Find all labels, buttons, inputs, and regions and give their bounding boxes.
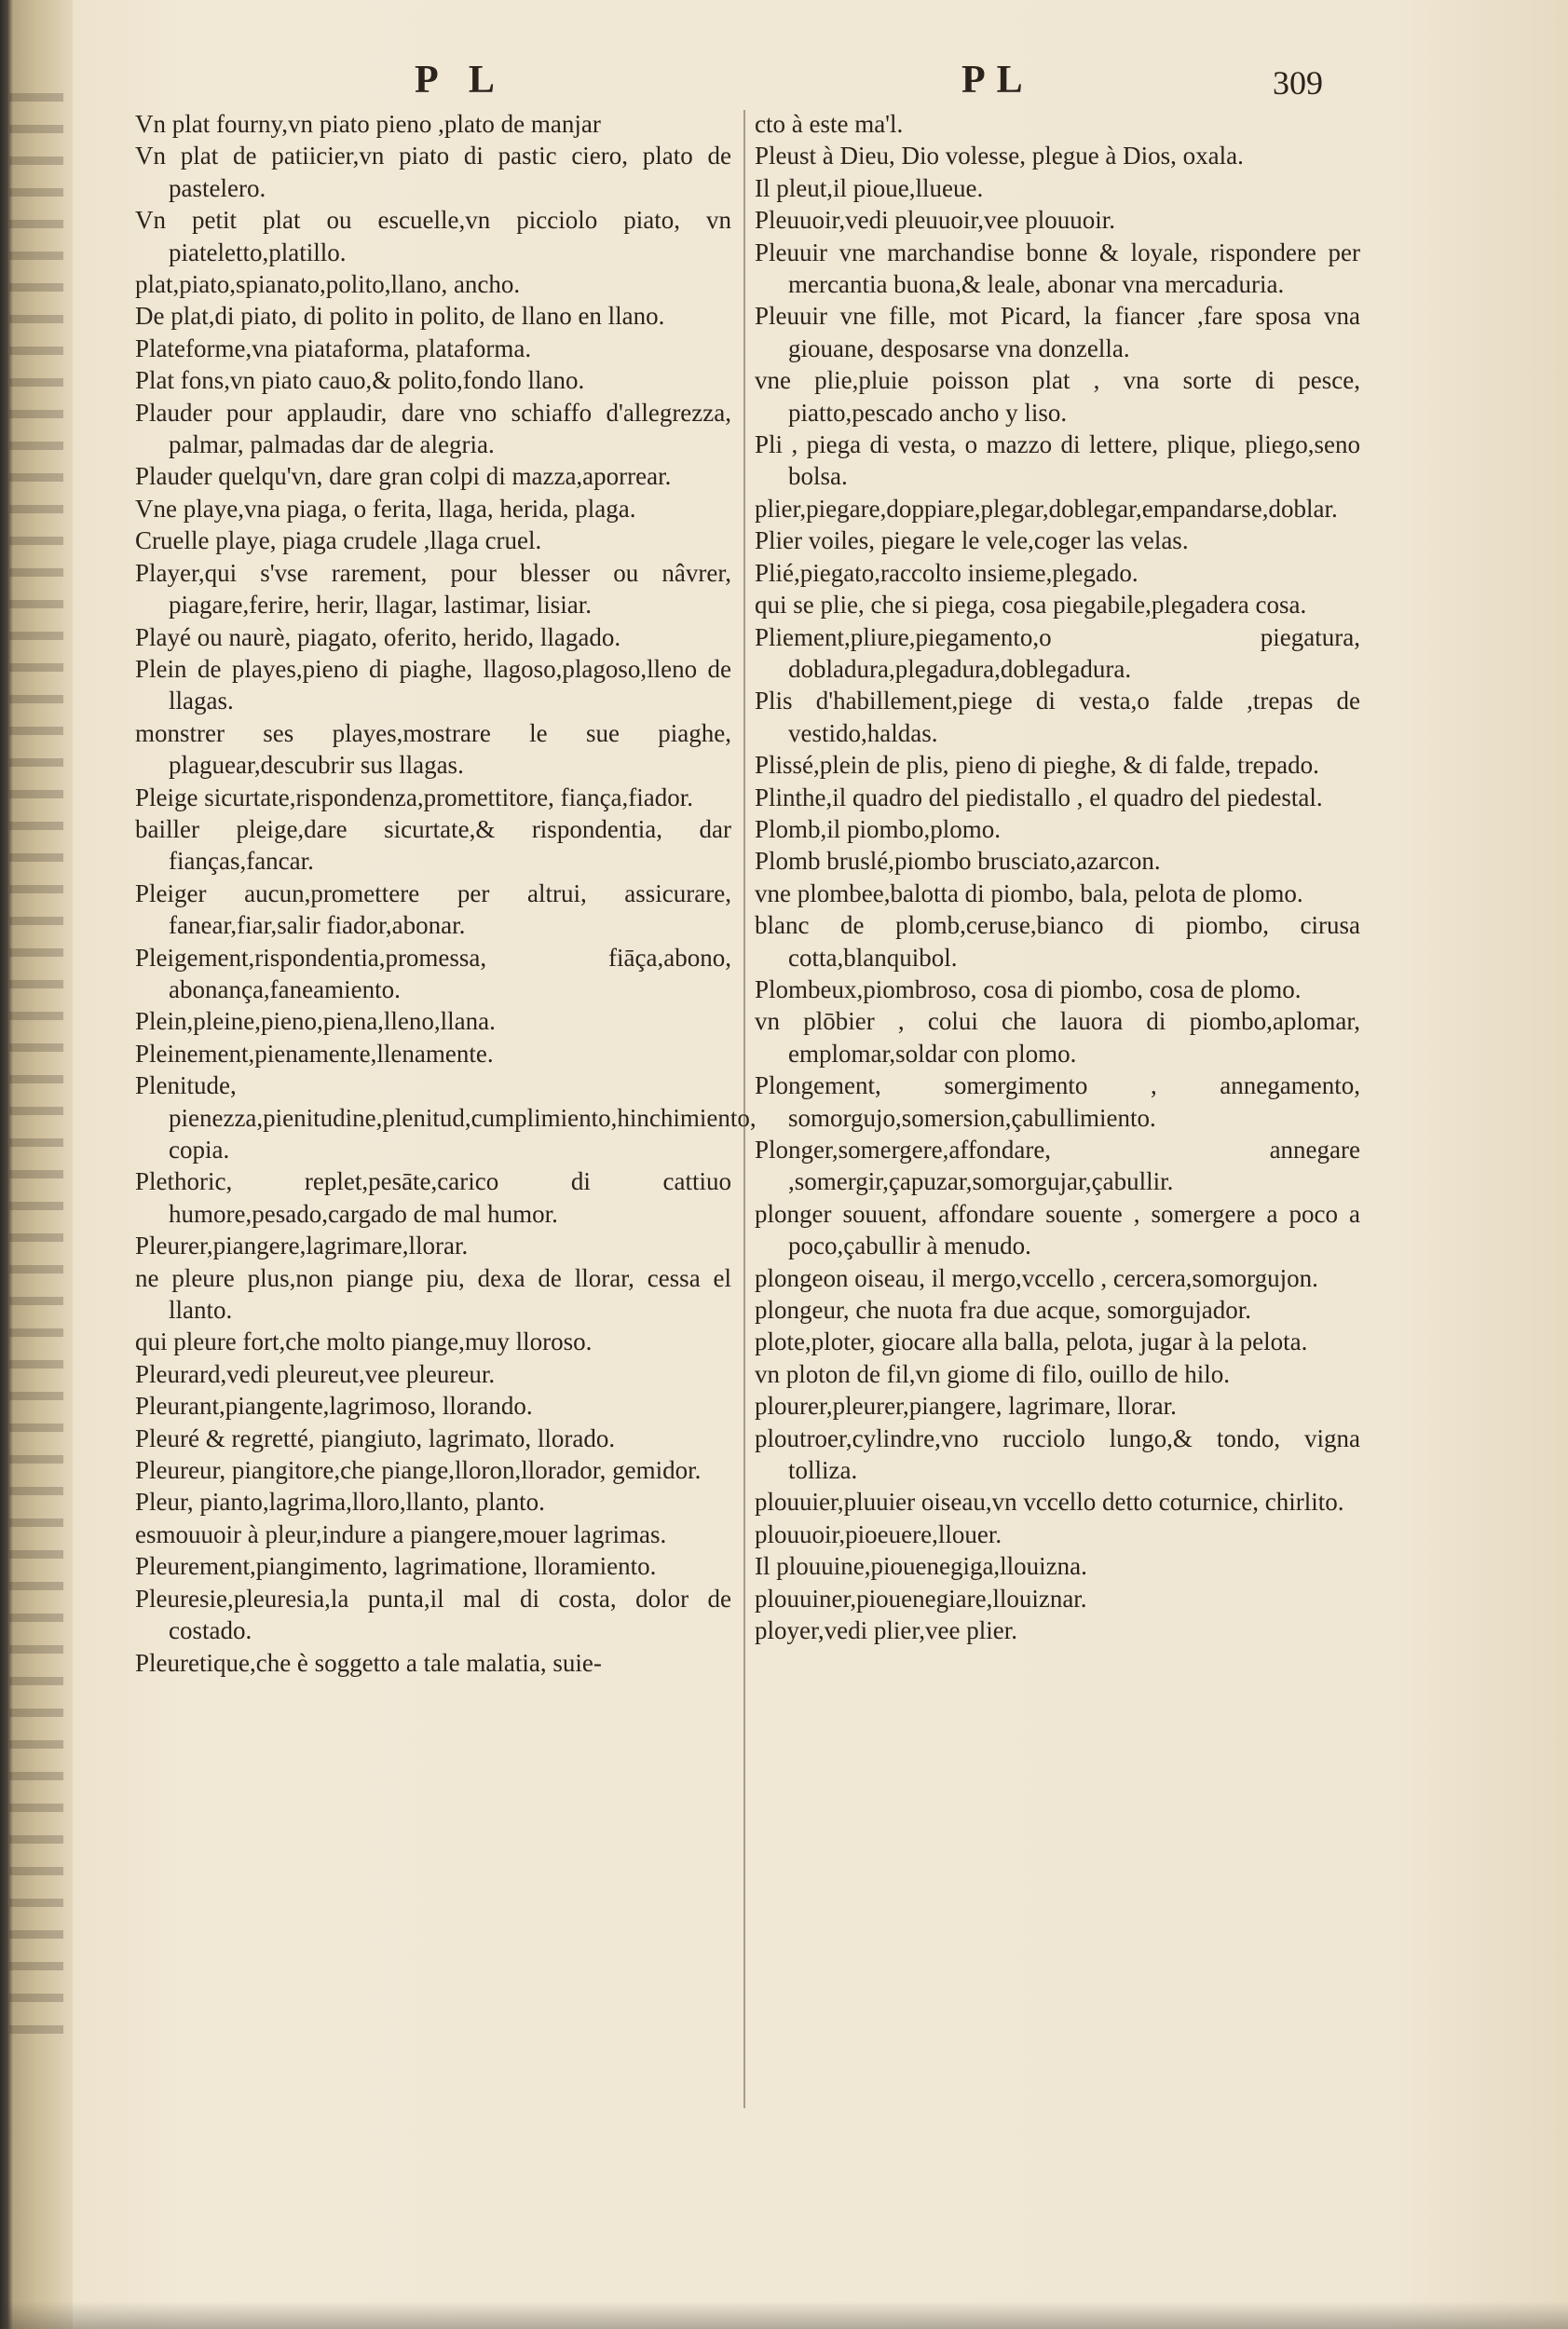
dictionary-entry: Pleigement,rispondentia,promessa, fiāça,abono, abonança,faneamiento.	[135, 943, 731, 1003]
dictionary-entry: Plonger,somergere,affondare, annegare ,somergir,çapuzar,somorgujar,çabullir.	[755, 1136, 1360, 1196]
dictionary-entry: Plateforme,vna piataforma, plataforma.	[135, 334, 532, 362]
dictionary-entry: esmouuoir à pleur,indure a piangere,mouer lagrimas.	[135, 1519, 667, 1548]
dictionary-entry: plouuiner,piouenegiare,llouiznar.	[755, 1584, 1087, 1613]
dictionary-entry: Plongement, somergimento , annegamento, somorgujo,somersion,çabullimiento.	[755, 1071, 1360, 1132]
dictionary-entry: plonger souuent, affondare souente , somergere a poco a poco,çabullir à menudo.	[755, 1199, 1360, 1260]
dictionary-entry: Plomb,il piombo,plomo.	[755, 814, 1002, 843]
dictionary-entry: vn plōbier , colui che lauora di piombo,aplomar, emplomar,soldar con plomo.	[755, 1007, 1360, 1068]
dictionary-entry: Plein de playes,pieno di piaghe, llagoso,plagoso,lleno de llagas.	[135, 654, 731, 715]
dictionary-entry: plat,piato,spianato,polito,llano, ancho.	[135, 270, 521, 299]
dictionary-entry: De plat,di piato, di polito in polito, de llano en llano.	[135, 302, 665, 331]
dictionary-entry: ne pleure plus,non piange piu, dexa de llorar, cessa el llanto.	[135, 1263, 731, 1325]
dictionary-entry: Plié,piegato,raccolto insieme,plegado.	[755, 558, 1139, 587]
dictionary-entry: cto à este ma'l.	[755, 110, 904, 138]
dictionary-entry: Pleurant,piangente,lagrimoso, llorando.	[135, 1392, 533, 1421]
dictionary-entry: Pleurard,vedi pleureut,vee pleureur.	[135, 1359, 496, 1388]
dictionary-entry: vne plombee,balotta di piombo, bala, pelota de plomo.	[755, 878, 1303, 907]
dictionary-entry: qui pleure fort,che molto piange,muy lloroso.	[135, 1328, 593, 1356]
dictionary-entry: plier,piegare,doppiare,plegar,doblegar,empandarse,doblar.	[755, 494, 1338, 523]
dictionary-entry: Plenitude, pienezza,pienitudine,plenitud,cumplimiento,hinchimiento, copia.	[135, 1071, 757, 1164]
dictionary-entry: Plein,pleine,pieno,piena,lleno,llana.	[135, 1007, 496, 1036]
dictionary-entry: plourer,pleurer,piangere, lagrimare, llorar.	[755, 1392, 1177, 1421]
dictionary-entry: Pleurement,piangimento, lagrimatione, lloramiento.	[135, 1552, 657, 1581]
facing-page-bleed	[9, 93, 63, 2050]
dictionary-entry: Plinthe,il quadro del piedistallo , el quadro del piedestal.	[755, 783, 1323, 811]
left-running-head: P L	[415, 59, 506, 102]
dictionary-entry: Pleiger aucun,promettere per altrui, assicurare, fanear,fiar,salir fiador,abonar.	[135, 878, 731, 940]
dictionary-entry: Plauder pour applaudir, dare vno schiaffo d'allegrezza, palmar, palmadas dar de alegria.	[135, 398, 731, 459]
dictionary-entry: Pliement,pliure,piegamento,o piegatura, dobladura,plegadura,doblegadura.	[755, 622, 1360, 683]
dictionary-entry: Plombeux,piombroso, cosa di piombo, cosa de plomo.	[755, 974, 1302, 1003]
dictionary-entry: plongeur, che nuota fra due acque, somorgujador.	[755, 1296, 1251, 1325]
dictionary-entry: Pleuuoir,vedi pleuuoir,vee plouuoir.	[755, 206, 1116, 235]
right-running-head: PL	[961, 59, 1034, 102]
dictionary-entry: Pleur, pianto,lagrima,lloro,llanto, planto.	[135, 1488, 545, 1517]
dictionary-entry: plouuoir,pioeuere,llouer.	[755, 1519, 1002, 1548]
dictionary-entry: Plis d'habillement,piege di vesta,o falde ,trepas de vestido,haldas.	[755, 687, 1360, 747]
dictionary-entry: vn ploton de fil,vn giome di filo, ouillo de hilo.	[755, 1359, 1230, 1388]
dictionary-entry: Pleuuir vne fille, mot Picard, la fiancer ,fare sposa vna giouane, desposarse vna donzella.	[755, 302, 1360, 362]
dictionary-entry: Plauder quelqu'vn, dare gran colpi di mazza,aporrear.	[135, 462, 672, 491]
dictionary-entry: Plomb bruslé,piombo brusciato,azarcon.	[755, 847, 1161, 876]
dictionary-entry: qui se plie, che si piega, cosa piegabile,plegadera cosa.	[755, 591, 1307, 620]
dictionary-entry: ployer,vedi plier,vee plier.	[755, 1616, 1017, 1645]
dictionary-entry: Vn plat fourny,vn piato pieno ,plato de manjar	[135, 110, 601, 138]
dictionary-entry: Pli , piega di vesta, o mazzo di lettere, plique, pliego,seno bolsa.	[755, 430, 1360, 491]
page-number: 309	[1273, 64, 1323, 102]
dictionary-entry: plote,ploter, giocare alla balla, pelota, jugar à la pelota.	[755, 1328, 1308, 1356]
dictionary-entry: Pleinement,pienamente,llenamente.	[135, 1039, 494, 1068]
dictionary-entry: Pleurer,piangere,lagrimare,llorar.	[135, 1232, 469, 1260]
dictionary-entry: Pleuresie,pleuresia,la punta,il mal di costa, dolor de costado.	[135, 1584, 731, 1645]
dictionary-entry: Player,qui s'vse rarement, pour blesser ou nâvrer, piagare,ferire, herir, llagar, lastimar, lisiar.	[135, 558, 731, 620]
dictionary-entry: Pleige sicurtate,rispondenza,promettitore, fiança,fiador.	[135, 783, 694, 811]
bottom-shadow	[0, 2301, 1568, 2329]
dictionary-entry: blanc de plomb,ceruse,bianco di piombo, cirusa cotta,blanquibol.	[755, 911, 1360, 972]
dictionary-entry: Plissé,plein de plis, pieno di pieghe, & di falde, trepado.	[755, 751, 1319, 780]
dictionary-entry: Pleust à Dieu, Dio volesse, plegue à Dios, oxala.	[755, 142, 1244, 170]
left-column	[135, 108, 757, 1679]
dictionary-entry: Playé ou naurè, piagato, oferito, herido, llagado.	[135, 622, 621, 651]
dictionary-entry: Il plouuine,piouenegiga,llouizna.	[755, 1552, 1087, 1581]
dictionary-entry: ploutroer,cylindre,vno rucciolo lungo,& tondo, vigna tolliza.	[755, 1423, 1360, 1485]
dictionary-entry: plongeon oiseau, il mergo,vccello , cercera,somorgujon.	[755, 1263, 1318, 1292]
running-header	[130, 58, 1500, 108]
dictionary-entry: Plier voiles, piegare le vele,coger las velas.	[755, 526, 1189, 555]
dictionary-entry: Pleureur, piangitore,che piange,lloron,llorador, gemidor.	[135, 1456, 702, 1485]
dictionary-entry: Cruelle playe, piaga crudele ,llaga cruel.	[135, 526, 542, 555]
dictionary-entry: Pleuré & regretté, piangiuto, lagrimato, llorado.	[135, 1423, 616, 1452]
dictionary-entry: Vn petit plat ou escuelle,vn picciolo piato, vn piateletto,platillo.	[135, 206, 731, 266]
right-column	[755, 108, 1360, 1647]
dictionary-entry: bailler pleige,dare sicurtate,& rispondentia, dar fianças,fancar.	[135, 814, 731, 876]
dictionary-entry: Plat fons,vn piato cauo,& polito,fondo llano.	[135, 366, 585, 395]
dictionary-entry: Vne playe,vna piaga, o ferita, llaga, herida, plaga.	[135, 494, 636, 523]
dictionary-entry: Il pleut,il pioue,llueue.	[755, 173, 984, 202]
dictionary-entry: Pleuretique,che è soggetto a tale malatia, suie-	[135, 1648, 602, 1677]
dictionary-entry: Plethoric, replet,pesāte,carico di cattiuo humore,pesado,cargado de mal humor.	[135, 1167, 731, 1228]
dictionary-entry: monstrer ses playes,mostrare le sue piaghe, plaguear,descubrir sus llagas.	[135, 718, 731, 780]
dictionary-entry: Vn plat de patiicier,vn piato di pastic ciero, plato de pastelero.	[135, 142, 731, 202]
dictionary-entry: vne plie,pluie poisson plat , vna sorte di pesce, piatto,pescado ancho y liso.	[755, 366, 1360, 427]
dictionary-entry: Pleuuir vne marchandise bonne & loyale, rispondere per mercantia buona,& leale, abonar vna mercaduria.	[755, 238, 1360, 299]
dictionary-entry: plouuier,pluuier oiseau,vn vccello detto coturnice, chirlito.	[755, 1488, 1344, 1517]
